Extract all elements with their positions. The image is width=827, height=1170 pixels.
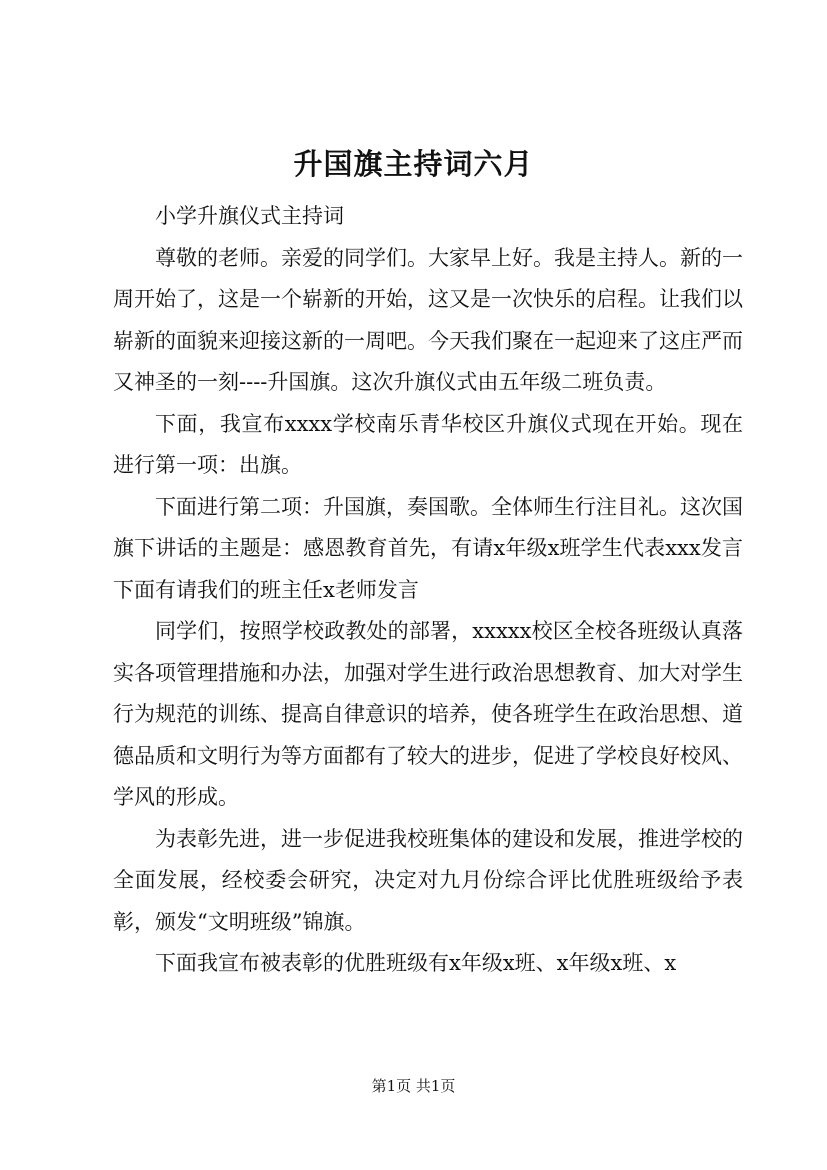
page-number: 第1页 共1页 — [371, 1077, 456, 1095]
paragraph-commendation: 为表彰先进，进一步促进我校班集体的建设和发展，推进学校的全面发展，经校委会研究，决定对九月份综合评比优胜班级给予表彰，颁发“文明班级”锦旗。 — [113, 826, 743, 934]
document-title: 升国旗主持词六月 — [293, 147, 534, 181]
paragraph-discipline: 同学们，按照学校政教处的部署，xxxxx校区全校各班级认真落实各项管理措施和办法，加强对学生进行政治思想教育、加大对学生行为规范的训练、提高自律意识的培养，使各班学生在政治思想、道德品质和文明行为等方面都有了较大的进步，促进了学校良好校风、学风的形成。 — [113, 619, 743, 809]
paragraph-announcement: 下面我宣布被表彰的优胜班级有x年级x班、x年级x班、x — [155, 951, 677, 975]
paragraph-opening: 下面，我宣布xxxx学校南乐青华校区升旗仪式现在开始。现在进行第一项：出旗。 — [113, 411, 743, 477]
document-body — [113, 196, 743, 985]
paragraph-greeting: 尊敬的老师。亲爱的同学们。大家早上好。我是主持人。新的一周开始了，这是一个崭新的开始，这又是一次快乐的启程。让我们以崭新的面貌来迎接这新的一周吧。今天我们聚在一起迎来了这庄严而又神圣的一刻----升国旗。这次升旗仪式由五年级二班负责。 — [113, 245, 743, 394]
paragraph-flag-raising: 下面进行第二项：升国旗，奏国歌。全体师生行注目礼。这次国旗下讲话的主题是：感恩教育首先，有请x年级x班学生代表xxx发言下面有请我们的班主任x老师发言 — [113, 494, 743, 602]
paragraph-heading: 小学升旗仪式主持词 — [155, 204, 344, 228]
